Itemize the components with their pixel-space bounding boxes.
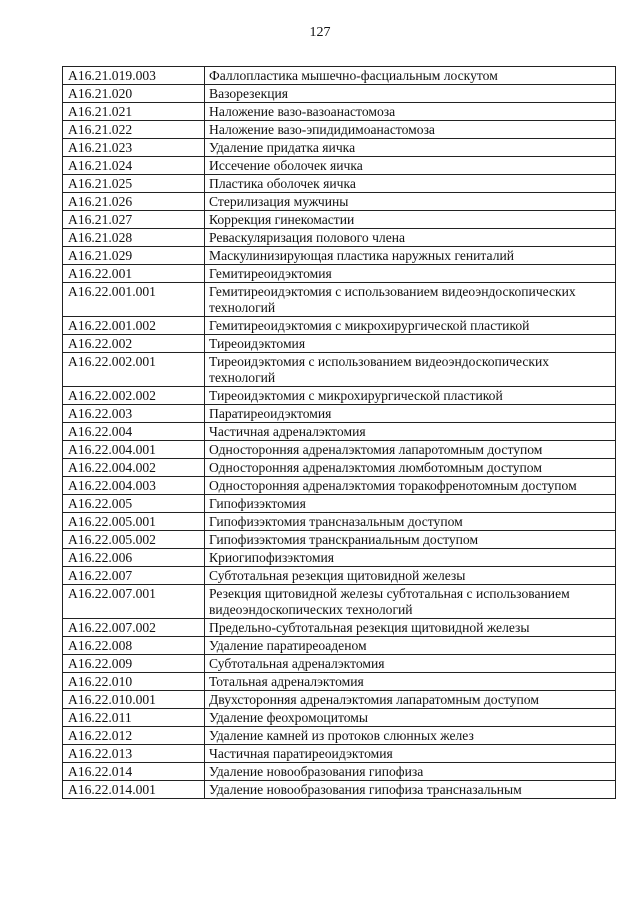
procedure-code: A16.21.029 xyxy=(63,247,205,265)
procedure-name: Иссечение оболочек яичка xyxy=(205,157,616,175)
procedure-code: A16.21.020 xyxy=(63,85,205,103)
procedure-name: Частичная паратиреоидэктомия xyxy=(205,745,616,763)
table-row xyxy=(63,265,616,283)
table-row xyxy=(63,157,616,175)
procedure-code: A16.22.009 xyxy=(63,655,205,673)
table-row xyxy=(63,655,616,673)
table-row xyxy=(63,727,616,745)
procedure-name: Тотальная адреналэктомия xyxy=(205,673,616,691)
procedure-code: A16.22.004.001 xyxy=(63,441,205,459)
procedure-code: A16.22.001 xyxy=(63,265,205,283)
procedure-code: A16.22.014.001 xyxy=(63,781,205,799)
procedure-name: Удаление феохромоцитомы xyxy=(205,709,616,727)
procedure-name: Гипофизэктомия транскраниальным доступом xyxy=(205,531,616,549)
procedures-table-body xyxy=(63,67,616,799)
table-row xyxy=(63,121,616,139)
procedure-code: A16.22.002.002 xyxy=(63,387,205,405)
table-row xyxy=(63,691,616,709)
procedure-name: Наложение вазо-вазоанастомоза xyxy=(205,103,616,121)
procedure-name: Предельно-субтотальная резекция щитовидной железы xyxy=(205,619,616,637)
procedure-code: A16.22.008 xyxy=(63,637,205,655)
procedure-code: A16.22.007.002 xyxy=(63,619,205,637)
procedure-name: Маскулинизирующая пластика наружных гениталий xyxy=(205,247,616,265)
procedure-name: Удаление новообразования гипофиза трансназальным xyxy=(205,781,616,799)
table-row xyxy=(63,317,616,335)
procedure-name: Гемитиреоидэктомия с использованием видеоэндоскопических технологий xyxy=(205,283,616,317)
procedure-name: Стерилизация мужчины xyxy=(205,193,616,211)
procedure-code: A16.22.002.001 xyxy=(63,353,205,387)
procedure-name: Частичная адреналэктомия xyxy=(205,423,616,441)
procedure-code: A16.22.010 xyxy=(63,673,205,691)
table-row xyxy=(63,637,616,655)
table-row xyxy=(63,513,616,531)
procedure-code: A16.22.004.003 xyxy=(63,477,205,495)
table-row xyxy=(63,247,616,265)
table-row xyxy=(63,85,616,103)
procedure-name: Удаление придатка яичка xyxy=(205,139,616,157)
procedure-name: Удаление новообразования гипофиза xyxy=(205,763,616,781)
table-row xyxy=(63,67,616,85)
procedure-name: Тиреоидэктомия с использованием видеоэндоскопических технологий xyxy=(205,353,616,387)
procedure-code: A16.22.007.001 xyxy=(63,585,205,619)
table-row xyxy=(63,673,616,691)
procedure-name: Пластика оболочек яичка xyxy=(205,175,616,193)
procedure-name: Тиреоидэктомия xyxy=(205,335,616,353)
procedure-name: Реваскуляризация полового члена xyxy=(205,229,616,247)
table-row xyxy=(63,441,616,459)
procedure-name: Фаллопластика мышечно-фасциальным лоскутом xyxy=(205,67,616,85)
procedure-name: Криогипофизэктомия xyxy=(205,549,616,567)
table-row xyxy=(63,549,616,567)
table-row xyxy=(63,387,616,405)
procedure-code: A16.22.004.002 xyxy=(63,459,205,477)
procedure-name: Наложение вазо-эпидидимоанастомоза xyxy=(205,121,616,139)
procedure-name: Субтотальная резекция щитовидной железы xyxy=(205,567,616,585)
procedure-code: A16.21.019.003 xyxy=(63,67,205,85)
table-row xyxy=(63,763,616,781)
procedure-code: A16.22.011 xyxy=(63,709,205,727)
procedure-code: A16.22.001.002 xyxy=(63,317,205,335)
procedure-name: Гемитиреоидэктомия с микрохирургической пластикой xyxy=(205,317,616,335)
table-row xyxy=(63,353,616,387)
table-row xyxy=(63,495,616,513)
procedure-name: Удаление паратиреоаденом xyxy=(205,637,616,655)
procedure-code: A16.21.027 xyxy=(63,211,205,229)
table-row xyxy=(63,139,616,157)
procedure-code: A16.21.021 xyxy=(63,103,205,121)
procedure-name: Двухсторонняя адреналэктомия лапаратомным доступом xyxy=(205,691,616,709)
procedure-code: A16.21.024 xyxy=(63,157,205,175)
table-row xyxy=(63,585,616,619)
procedure-code: A16.22.005.001 xyxy=(63,513,205,531)
procedure-name: Гипофизэктомия xyxy=(205,495,616,513)
procedure-name: Коррекция гинекомастии xyxy=(205,211,616,229)
procedure-code: A16.22.005 xyxy=(63,495,205,513)
procedure-code: A16.22.005.002 xyxy=(63,531,205,549)
table-row xyxy=(63,405,616,423)
table-row xyxy=(63,335,616,353)
table-row xyxy=(63,781,616,799)
procedure-code: A16.22.012 xyxy=(63,727,205,745)
table-row xyxy=(63,531,616,549)
table-row xyxy=(63,619,616,637)
procedures-table xyxy=(62,66,616,799)
procedure-name: Тиреоидэктомия с микрохирургической пластикой xyxy=(205,387,616,405)
procedure-code: A16.22.003 xyxy=(63,405,205,423)
procedure-code: A16.22.013 xyxy=(63,745,205,763)
procedure-name: Удаление камней из протоков слюнных желез xyxy=(205,727,616,745)
procedure-name: Односторонняя адреналэктомия лапаротомным доступом xyxy=(205,441,616,459)
procedure-code: A16.22.004 xyxy=(63,423,205,441)
table-row xyxy=(63,211,616,229)
table-row xyxy=(63,567,616,585)
table-row xyxy=(63,103,616,121)
table-row xyxy=(63,745,616,763)
procedure-code: A16.22.002 xyxy=(63,335,205,353)
procedure-name: Резекция щитовидной железы субтотальная с использованием видеоэндоскопических технологий xyxy=(205,585,616,619)
table-row xyxy=(63,175,616,193)
procedure-code: A16.21.026 xyxy=(63,193,205,211)
procedure-code: A16.22.010.001 xyxy=(63,691,205,709)
procedure-code: A16.21.025 xyxy=(63,175,205,193)
procedure-code: A16.22.001.001 xyxy=(63,283,205,317)
page-number: 127 xyxy=(309,25,331,40)
table-row xyxy=(63,709,616,727)
procedure-code: A16.22.007 xyxy=(63,567,205,585)
table-row xyxy=(63,229,616,247)
procedure-name: Односторонняя адреналэктомия торакофренотомным доступом xyxy=(205,477,616,495)
procedure-name: Паратиреоидэктомия xyxy=(205,405,616,423)
procedure-code: A16.22.006 xyxy=(63,549,205,567)
procedure-name: Субтотальная адреналэктомия xyxy=(205,655,616,673)
table-row xyxy=(63,193,616,211)
table-row xyxy=(63,283,616,317)
procedure-name: Односторонняя адреналэктомия люмботомным доступом xyxy=(205,459,616,477)
procedure-code: A16.21.028 xyxy=(63,229,205,247)
procedure-name: Вазорезекция xyxy=(205,85,616,103)
procedure-code: A16.22.014 xyxy=(63,763,205,781)
table-row xyxy=(63,459,616,477)
procedure-code: A16.21.022 xyxy=(63,121,205,139)
procedure-name: Гемитиреоидэктомия xyxy=(205,265,616,283)
table-row xyxy=(63,423,616,441)
table-row xyxy=(63,477,616,495)
procedure-name: Гипофизэктомия трансназальным доступом xyxy=(205,513,616,531)
procedure-code: A16.21.023 xyxy=(63,139,205,157)
